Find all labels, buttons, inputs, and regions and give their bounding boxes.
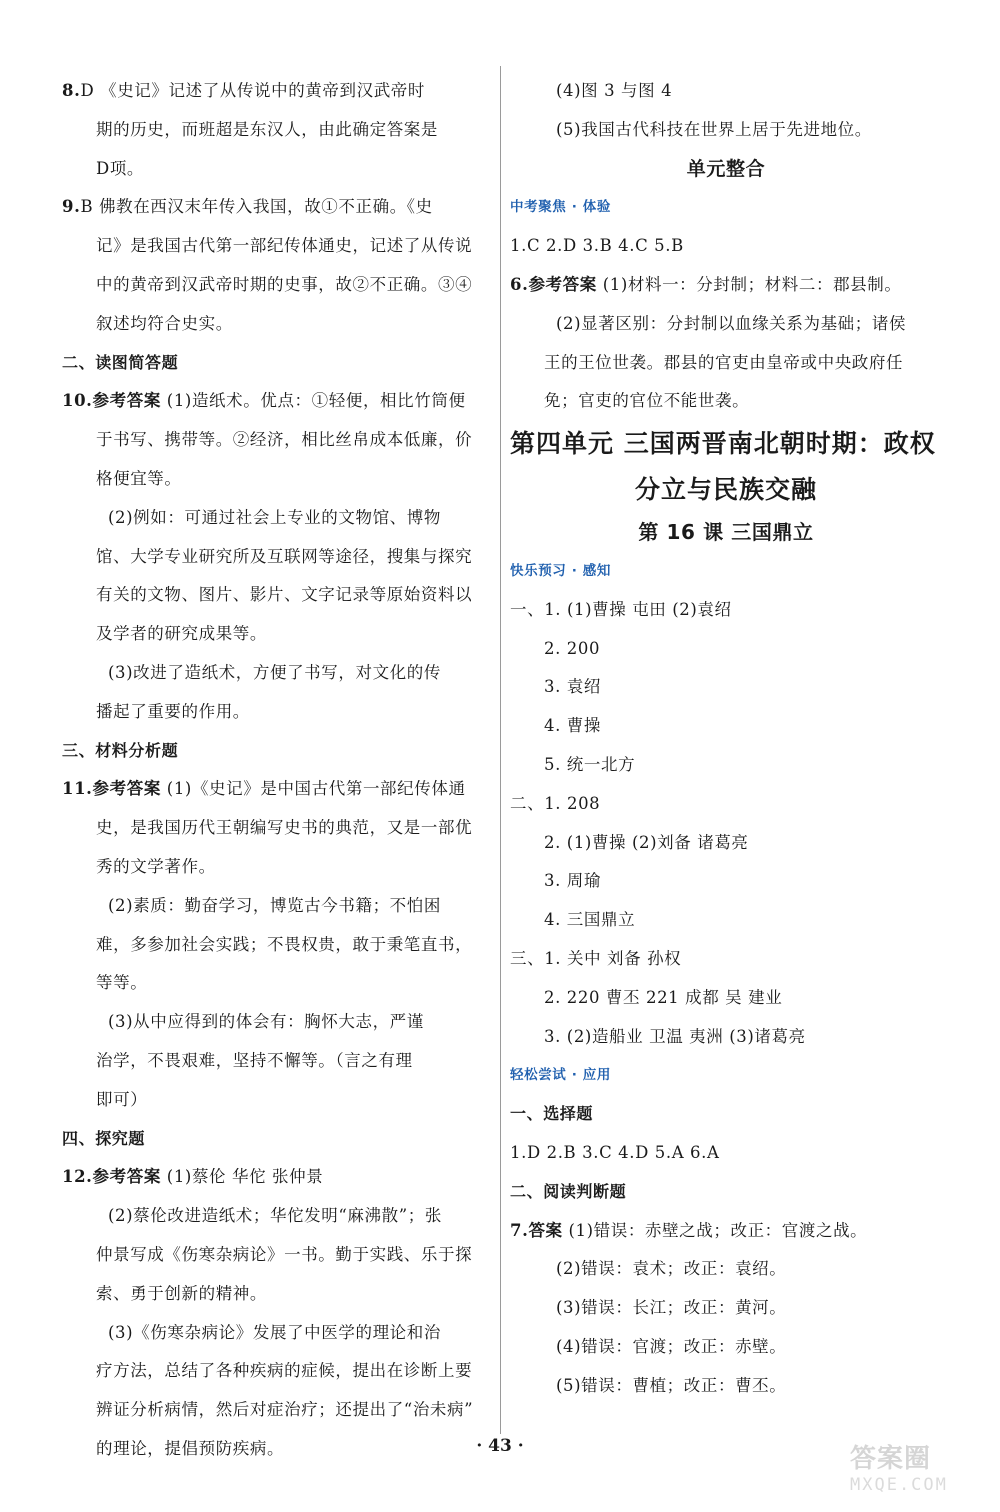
left-line	[62, 1120, 494, 1159]
right-line	[510, 785, 942, 824]
line-text: 2. 200	[544, 638, 601, 658]
line-text: (4)错误：官渡；改正：赤壁。	[556, 1336, 787, 1356]
line-text: (1)材料一：分封制；材料二：郡县制。	[602, 274, 902, 294]
line-text: (3)《伤寒杂病论》发展了中医学的理论和治	[108, 1322, 441, 1342]
right-line	[510, 1056, 942, 1095]
right-line	[510, 467, 942, 513]
left-line	[62, 654, 494, 693]
right-line	[510, 1328, 942, 1367]
right-line	[510, 1018, 942, 1057]
question-number: 7.	[510, 1220, 529, 1240]
line-text: 二、阅读判断题	[510, 1181, 627, 1201]
right-line	[510, 305, 942, 344]
page-number: · 43 ·	[476, 1436, 524, 1456]
line-text: 分立与民族交融	[634, 475, 817, 505]
watermark-main: 答案圈	[850, 1444, 932, 1474]
line-text: 仲景写成《伤寒杂病论》一书。勤于实践、乐于探	[96, 1244, 473, 1264]
left-line	[62, 538, 494, 577]
line-text: 一、选择题	[510, 1104, 594, 1124]
left-line	[62, 1352, 494, 1391]
right-line	[510, 591, 942, 630]
right-line	[510, 266, 942, 305]
right-line	[510, 940, 942, 979]
question-number: 9.	[62, 197, 81, 217]
line-text: 索、勇于创新的精神。	[96, 1283, 267, 1303]
left-line	[62, 499, 494, 538]
line-text: (4)图 3 与图 4	[556, 81, 673, 100]
line-text: 播起了重要的作用。	[96, 701, 250, 721]
left-line	[62, 72, 494, 111]
left-line	[62, 615, 494, 654]
line-text: (1)《史记》是中国古代第一部纪传体通	[166, 779, 466, 799]
line-text: (1)错误：赤壁之战；改正：官渡之战。	[568, 1220, 868, 1240]
line-text: 一、1. (1)曹操 屯田 (2)袁绍	[510, 599, 732, 619]
line-text: 有关的文物、图片、影片、文字记录等原始资料以	[96, 585, 473, 605]
left-line	[62, 1391, 494, 1430]
line-text: (5)我国古代科技在世界上居于先进地位。	[556, 119, 872, 139]
left-line	[62, 926, 494, 965]
left-line	[62, 809, 494, 848]
right-line	[510, 862, 942, 901]
line-text: 单元整合	[686, 157, 766, 180]
line-text: 等等。	[96, 973, 148, 993]
right-line	[510, 111, 942, 150]
line-text: (3)改进了造纸术，方便了书写，对文化的传	[108, 662, 441, 682]
question-number: 8.	[62, 81, 81, 100]
right-line	[510, 668, 942, 707]
left-line	[62, 227, 494, 266]
left-line	[62, 1236, 494, 1275]
line-text: 于书写、携带等。②经济，相比丝帛成本低廉，价	[96, 430, 473, 450]
line-text: 5. 统一北方	[544, 754, 636, 774]
left-line	[62, 848, 494, 887]
line-text: 2. 220 曹丕 221 成都 吴 建业	[544, 987, 783, 1007]
right-line	[510, 513, 942, 552]
right-line	[510, 188, 942, 227]
line-text: 3. (2)造船业 卫温 夷洲 (3)诸葛亮	[544, 1026, 806, 1046]
left-line	[62, 421, 494, 460]
line-text: D项。	[96, 158, 145, 178]
line-text: 疗方法，总结了各种疾病的症候，提出在诊断上要	[96, 1361, 473, 1381]
line-text: (5)错误：曹植；改正：曹丕。	[556, 1375, 787, 1395]
left-line	[62, 1314, 494, 1353]
line-text: 二、1. 208	[510, 793, 601, 813]
line-text: 轻松尝试 · 应用	[510, 1067, 611, 1084]
left-line	[62, 1197, 494, 1236]
line-text: 三、1. 关中 刘备 孙权	[510, 948, 682, 968]
line-text: 1.C 2.D 3.B 4.C 5.B	[510, 236, 684, 256]
question-number: 11.	[62, 779, 93, 799]
left-line	[62, 188, 494, 227]
line-text: 的理论，提倡预防疾病。	[96, 1438, 285, 1458]
line-text: 中考聚焦 · 体验	[510, 199, 611, 216]
line-text: 2. (1)曹操 (2)刘备 诸葛亮	[544, 832, 749, 852]
right-line	[510, 1289, 942, 1328]
line-text: 史，是我国历代王朝编写史书的典范，又是一部优	[96, 818, 473, 838]
left-line	[62, 266, 494, 305]
line-text: 4. 三国鼎立	[544, 910, 636, 930]
line-text: 馆、大学专业研究所及互联网等途径，搜集与探究	[96, 546, 473, 566]
left-line	[62, 1042, 494, 1081]
right-line	[510, 1173, 942, 1212]
line-text: (1)蔡伦 华佗 张仲景	[166, 1167, 324, 1187]
right-line	[510, 707, 942, 746]
line-text: 中的黄帝到汉武帝时期的史事，故②不正确。③④	[96, 274, 473, 294]
line-text: 3. 袁绍	[544, 677, 601, 697]
line-text: 免；官吏的官位不能世袭。	[544, 391, 750, 411]
right-line	[510, 746, 942, 785]
line-text: (1)造纸术。优点：①轻便，相比竹筒便	[166, 391, 466, 411]
line-text: 及学者的研究成果等。	[96, 624, 267, 644]
line-text: 二、读图简答题	[62, 352, 179, 372]
watermark-logo	[850, 1438, 990, 1508]
left-line	[62, 111, 494, 150]
left-line	[62, 344, 494, 383]
line-text: 即可）	[96, 1089, 148, 1109]
line-text: (3)错误：长江；改正：黄河。	[556, 1298, 787, 1318]
left-line	[62, 460, 494, 499]
column-divider	[500, 66, 501, 1434]
line-text: 3. 周瑜	[544, 871, 601, 891]
right-line	[510, 1134, 942, 1173]
line-text: 第四单元 三国两晋南北朝时期：政权	[510, 429, 936, 459]
line-text: 辨证分析病情，然后对症治疗；还提出了“治未病”	[96, 1400, 474, 1420]
line-text: 4. 曹操	[544, 716, 601, 736]
right-line	[510, 1250, 942, 1289]
right-line	[510, 824, 942, 863]
answer-label: 参考答案	[92, 391, 161, 411]
left-line	[62, 732, 494, 771]
left-line	[62, 1275, 494, 1314]
line-text: 记》是我国古代第一部纪传体通史，记述了从传说	[96, 236, 473, 256]
left-line	[62, 1081, 494, 1120]
left-line	[62, 1003, 494, 1042]
watermark-sub: MXQE.COM	[850, 1475, 948, 1495]
line-text: (3)从中应得到的体会有：胸怀大志，严谨	[108, 1012, 424, 1032]
line-text: 秀的文学著作。	[96, 856, 216, 876]
line-text: 四、探究题	[62, 1128, 146, 1148]
line-text: 期的历史，而班超是东汉人，由此确定答案是	[96, 119, 438, 139]
answer-label: 参考答案	[92, 779, 161, 799]
line-text: (2)素质：勤奋学习，博览古今书籍；不怕困	[108, 895, 441, 915]
left-column	[62, 72, 494, 1469]
right-line	[510, 552, 942, 591]
right-line	[510, 630, 942, 669]
left-line	[62, 770, 494, 809]
left-line	[62, 887, 494, 926]
left-line	[62, 576, 494, 615]
right-line	[510, 1095, 942, 1134]
left-line	[62, 382, 494, 421]
right-line	[510, 901, 942, 940]
left-line	[62, 693, 494, 732]
question-number: 6.	[510, 274, 529, 294]
line-text: (2)错误：袁术；改正：袁绍。	[556, 1259, 787, 1279]
right-line	[510, 979, 942, 1018]
question-number: 12.	[62, 1167, 93, 1187]
line-text: 三、材料分析题	[62, 740, 179, 760]
question-number: 10.	[62, 391, 93, 411]
right-column	[510, 72, 942, 1406]
left-line	[62, 1158, 494, 1197]
line-text: (2)例如：可通过社会上专业的文物馆、博物	[108, 507, 441, 527]
left-line	[62, 150, 494, 189]
line-text: D 《史记》记述了从传说中的黄帝到汉武帝时	[80, 81, 426, 100]
line-text: 治学，不畏艰难，坚持不懈等。（言之有理	[96, 1050, 413, 1070]
answer-label: 参考答案	[528, 274, 597, 294]
line-text: B 佛教在西汉末年传入我国，故①不正确。《史	[80, 197, 433, 217]
answer-label: 参考答案	[92, 1167, 161, 1187]
line-text: 快乐预习 · 感知	[510, 562, 611, 579]
right-line	[510, 382, 942, 421]
right-line	[510, 1212, 942, 1251]
line-text: 叙述均符合史实。	[96, 313, 233, 333]
line-text: 1.D 2.B 3.C 4.D 5.A 6.A	[510, 1142, 720, 1162]
right-line	[510, 1367, 942, 1406]
left-line	[62, 305, 494, 344]
line-text: 王的王位世袭。郡县的官吏由皇帝或中央政府任	[544, 352, 904, 372]
right-line	[510, 227, 942, 266]
right-line	[510, 150, 942, 189]
right-line	[510, 421, 942, 467]
line-text: 第 16 课 三国鼎立	[638, 520, 814, 545]
left-line	[62, 964, 494, 1003]
line-text: (2)蔡伦改进造纸术；华佗发明“麻沸散”；张	[108, 1206, 442, 1226]
right-line	[510, 344, 942, 383]
line-text: (2)显著区别：分封制以血缘关系为基础；诸侯	[556, 313, 907, 333]
line-text: 格便宜等。	[96, 468, 182, 488]
right-line	[510, 72, 942, 111]
line-text: 难，多参加社会实践；不畏权贵，敢于秉笔直书，	[96, 934, 473, 954]
answer-label: 答案	[528, 1220, 563, 1240]
